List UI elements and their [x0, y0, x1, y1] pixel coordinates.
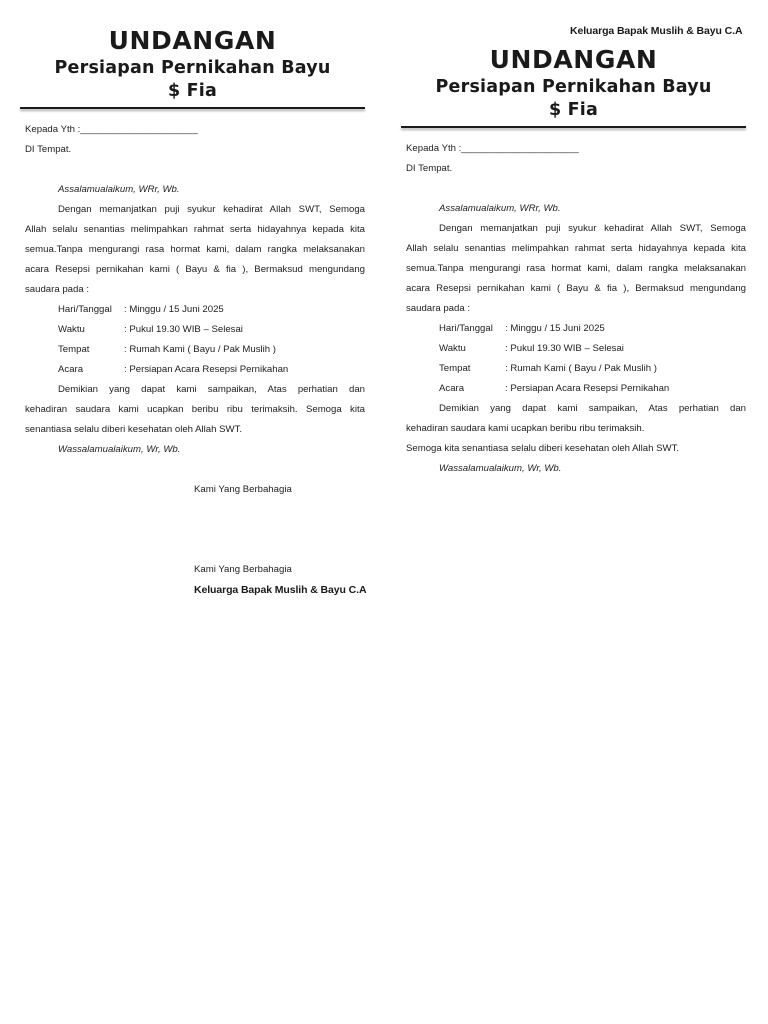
- paragraph-line: Allah selalu senantias melimpahkan rahmat serta hidayahnya kepada kita: [406, 243, 746, 254]
- paragraph-line: saudara pada :: [25, 284, 90, 295]
- header-divider: [20, 107, 365, 109]
- detail-row-time: [406, 339, 746, 359]
- paragraph-line: Semoga kita senantiasa selalu diberi kesehatan oleh Allah SWT.: [406, 443, 680, 454]
- detail-value: : Rumah Kami ( Bayu / Pak Muslih ): [124, 344, 276, 355]
- detail-value: : Minggu / 15 Juni 2025: [124, 304, 224, 315]
- closing-greeting: Wassalamualaikum, Wr, Wb.: [439, 463, 562, 474]
- detail-label: Acara: [439, 383, 465, 394]
- invitation-body: [401, 139, 746, 479]
- invitation-body: [20, 120, 365, 600]
- invitation-subtitle: Persiapan Pernikahan Bayu $ Fia: [435, 77, 712, 120]
- paragraph-line: Dengan memanjatkan puji syukur kehadirat Allah SWT, Semoga: [58, 204, 365, 215]
- detail-row-place: [406, 359, 746, 379]
- paragraph-line: senantiasa selalu diberi kesehatan oleh Allah SWT.: [25, 424, 243, 435]
- detail-value: : Persiapan Acara Resepsi Pernikahan: [124, 364, 289, 375]
- closing-greeting: Wassalamualaikum, Wr, Wb.: [58, 444, 181, 455]
- detail-label: Waktu: [439, 343, 466, 354]
- detail-row-event: [25, 360, 365, 380]
- detail-label: Tempat: [439, 363, 471, 374]
- invitation-title: UNDANGAN: [108, 26, 277, 55]
- greeting: Assalamualaikum, WRr, Wb.: [58, 184, 180, 195]
- detail-value: : Persiapan Acara Resepsi Pernikahan: [505, 383, 670, 394]
- detail-value: : Pukul 19.30 WIB – Selesai: [505, 343, 624, 354]
- paragraph-line: Allah selalu senantias melimpahkan rahmat serta hidayahnya kepada kita: [25, 224, 365, 235]
- paragraph-line: Demikian yang dapat kami sampaikan, Atas perhatian dan: [439, 403, 746, 414]
- invitation-right: [401, 0, 746, 479]
- header-divider: [401, 126, 746, 128]
- detail-value: : Pukul 19.30 WIB – Selesai: [124, 324, 243, 335]
- detail-value: : Rumah Kami ( Bayu / Pak Muslih ): [505, 363, 657, 374]
- paragraph-line: acara Resepsi pernikahan kami ( Bayu & fia ), Bermaksud mengundang: [406, 283, 746, 294]
- detail-label: Hari/Tanggal: [439, 323, 493, 334]
- detail-label: Acara: [58, 364, 84, 375]
- paragraph-line: semua.Tanpa mengurangi rasa hormat kami, dalam rangka melaksanakan: [25, 244, 365, 255]
- detail-row-date: [25, 300, 365, 320]
- detail-row-date: [406, 319, 746, 339]
- place-line: DI Tempat.: [25, 144, 72, 155]
- signature-line: Kami Yang Berbahagia: [194, 484, 292, 495]
- place-line: DI Tempat.: [406, 163, 453, 174]
- detail-label: Hari/Tanggal: [58, 304, 112, 315]
- invitation-left: [20, 0, 365, 600]
- paragraph-line: acara Resepsi pernikahan kami ( Bayu & fia ), Bermaksud mengundang: [25, 264, 365, 275]
- paragraph-line: Demikian yang dapat kami sampaikan, Atas perhatian dan: [58, 384, 365, 395]
- recipient-line: Kepada Yth :______________________: [25, 124, 198, 135]
- paragraph-line: kehadiran saudara kami ucapkan beribu ribu terimaksih.: [406, 423, 645, 434]
- signature-line: Kami Yang Berbahagia: [194, 564, 292, 575]
- detail-row-place: [25, 340, 365, 360]
- detail-row-time: [25, 320, 365, 340]
- family-name-header: Keluarga Bapak Muslih & Bayu C.A: [570, 25, 743, 37]
- detail-row-event: [406, 379, 746, 399]
- detail-label: Tempat: [58, 344, 90, 355]
- paragraph-line: kehadiran saudara kami ucapkan beribu ribu terimaksih. Semoga kita: [25, 404, 365, 415]
- detail-value: : Minggu / 15 Juni 2025: [505, 323, 605, 334]
- invitation-title: UNDANGAN: [489, 45, 658, 74]
- paragraph-line: saudara pada :: [406, 303, 471, 314]
- invitation-subtitle: Persiapan Pernikahan Bayu $ Fia: [54, 58, 331, 101]
- recipient-line: Kepada Yth :______________________: [406, 143, 579, 154]
- paragraph-line: Dengan memanjatkan puji syukur kehadirat Allah SWT, Semoga: [439, 223, 746, 234]
- family-signature: Keluarga Bapak Muslih & Bayu C.A: [194, 584, 367, 596]
- paragraph-line: semua.Tanpa mengurangi rasa hormat kami, dalam rangka melaksanakan: [406, 263, 746, 274]
- detail-label: Waktu: [58, 324, 85, 335]
- greeting: Assalamualaikum, WRr, Wb.: [439, 203, 561, 214]
